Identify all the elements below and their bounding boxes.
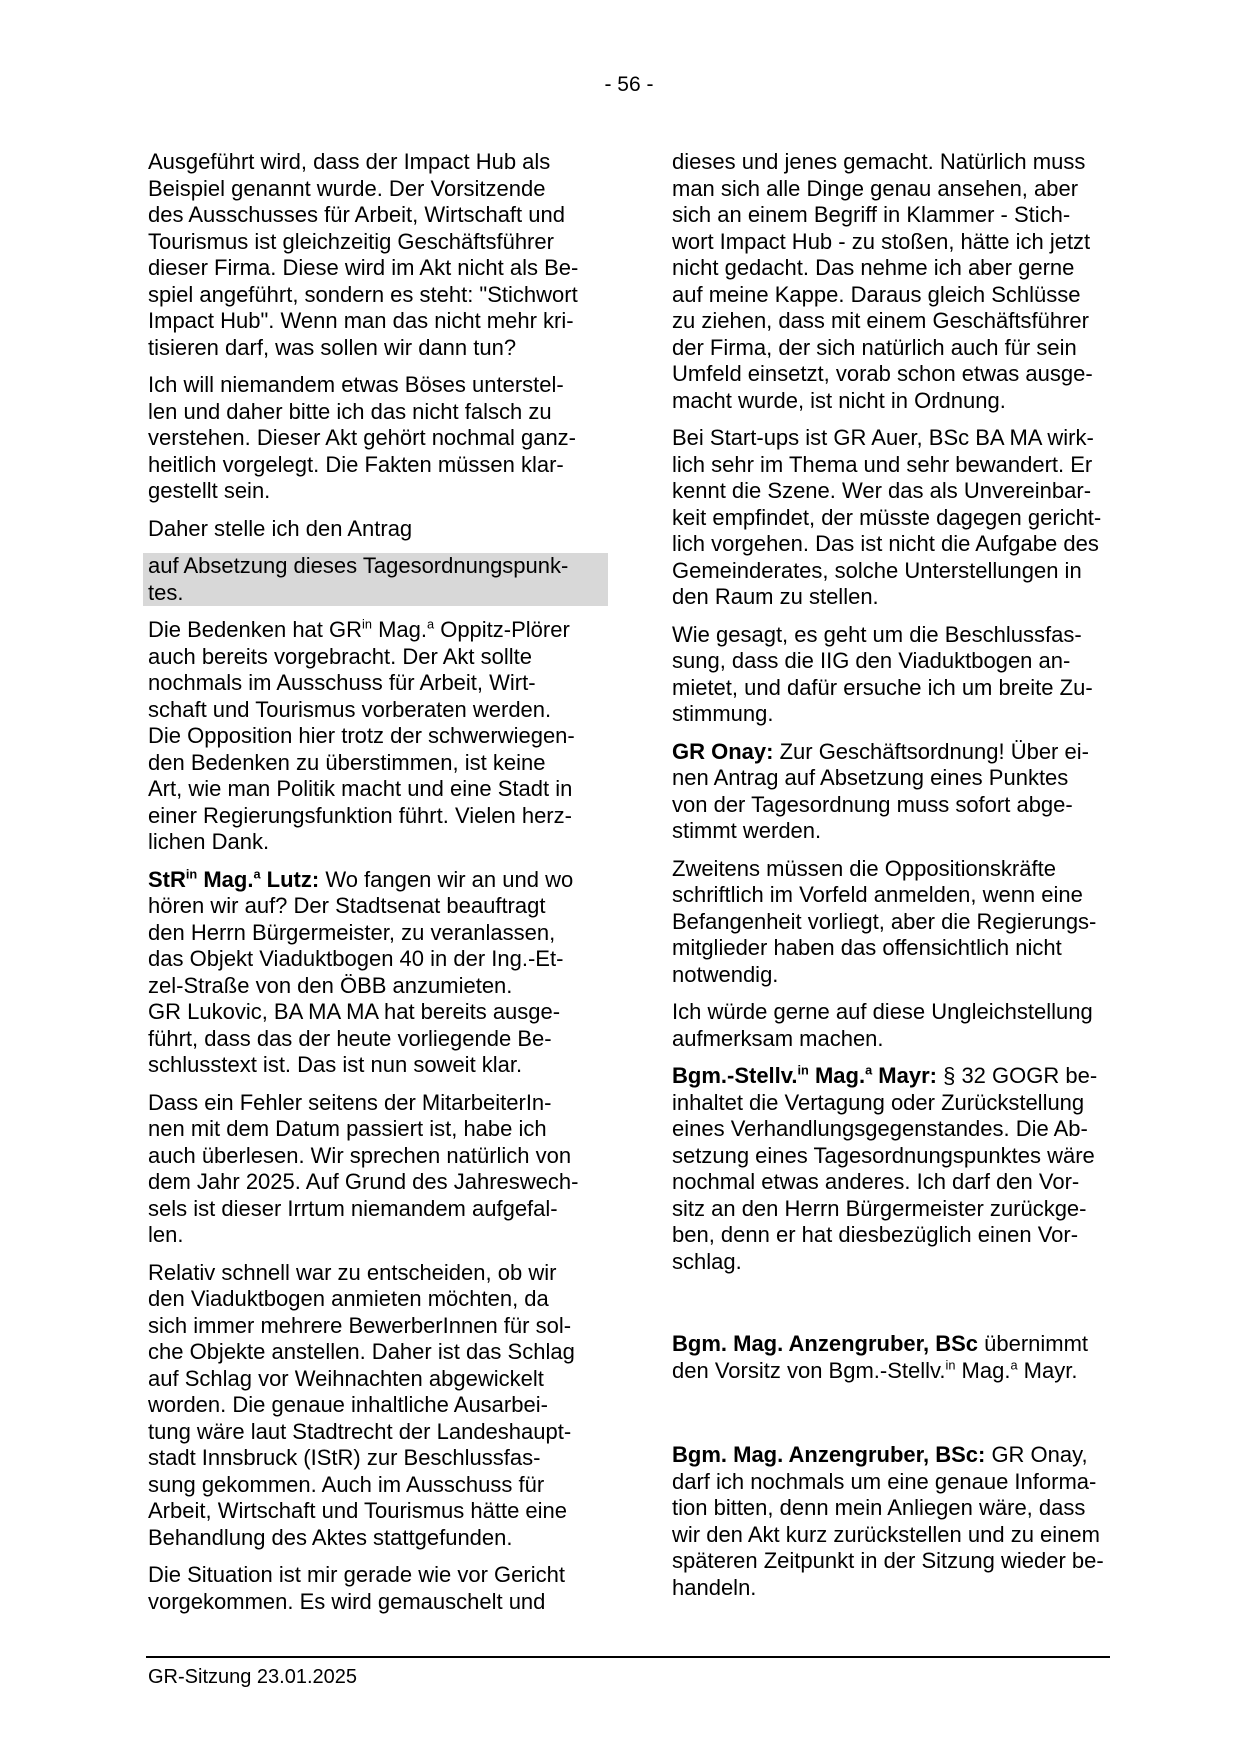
text-line bbox=[672, 909, 1112, 936]
text-run: schriftlich im Vorfeld anmelden, wenn eine bbox=[672, 882, 1083, 907]
text-line bbox=[672, 452, 1112, 479]
text-run: GR Onay, bbox=[985, 1442, 1088, 1467]
text-run: stimmt werden. bbox=[672, 818, 822, 843]
text-run: GR Lukovic, BA MA MA hat bereits ausge- bbox=[148, 999, 561, 1024]
text-line bbox=[672, 1063, 1112, 1090]
text-line bbox=[672, 739, 1112, 766]
text-line bbox=[148, 644, 585, 671]
text-run: stadt Innsbruck (IStR) zur Beschlussfas- bbox=[148, 1445, 541, 1470]
text-run: Gemeinderates, solche Unterstellungen in bbox=[672, 557, 1082, 583]
text-line bbox=[148, 1419, 585, 1446]
paragraph bbox=[672, 999, 1112, 1052]
text-run: Art, wie man Politik macht und eine Stadt in bbox=[148, 776, 573, 801]
text-line bbox=[148, 372, 585, 399]
text-line bbox=[672, 675, 1112, 702]
text-run: Bgm.-Stellv. bbox=[672, 1063, 798, 1088]
text-line bbox=[672, 1548, 1112, 1575]
text-run: kennt die Szene. Wer das als Unvereinbar- bbox=[672, 478, 1092, 503]
text-run: Tourismus ist gleichzeitig Geschäftsführer bbox=[148, 228, 554, 254]
text-line bbox=[148, 1339, 585, 1366]
text-run: § 32 GOGR be- bbox=[936, 1063, 1098, 1088]
paragraph bbox=[672, 1442, 1112, 1601]
text-line bbox=[672, 818, 1112, 845]
text-run: Ich würde gerne auf diese Ungleichstellung bbox=[672, 999, 1093, 1024]
text-run: Die Situation ist mir gerade wie vor Gericht bbox=[148, 1562, 565, 1587]
text-run: lich vorgehen. Das ist nicht die Aufgabe des bbox=[672, 531, 1099, 556]
paragraph bbox=[148, 617, 585, 856]
text-run: a bbox=[427, 616, 435, 632]
text-run: heitlich vorgelegt. Die Fakten müssen klar- bbox=[148, 451, 564, 477]
text-line bbox=[148, 946, 585, 973]
text-run: den Herrn Bürgermeister, zu veranlassen, bbox=[148, 919, 556, 945]
text-line bbox=[148, 829, 585, 856]
paragraph bbox=[148, 516, 585, 543]
text-run: setzung eines Tagesordnungspunktes wäre bbox=[672, 1142, 1095, 1168]
text-line bbox=[148, 999, 585, 1026]
text-run: späteren Zeitpunkt in der Sitzung wieder be- bbox=[672, 1548, 1104, 1573]
text-line bbox=[148, 920, 585, 947]
text-line bbox=[672, 1196, 1112, 1223]
text-line bbox=[148, 1525, 585, 1552]
text-run: man sich alle Dinge genau ansehen, aber bbox=[672, 175, 1079, 201]
text-run: sitz an den Herrn Bürgermeister zurückge- bbox=[672, 1195, 1087, 1221]
text-run: zu ziehen, dass mit einem Geschäftsführer bbox=[672, 308, 1089, 333]
text-line bbox=[148, 202, 585, 229]
text-run: ben, denn er hat diesbezüglich einen Vor- bbox=[672, 1222, 1079, 1247]
paragraph bbox=[148, 1260, 585, 1552]
text-run: Impact Hub". Wenn man das nicht mehr kri- bbox=[148, 308, 574, 333]
text-run: Beispiel genannt wurde. Der Vorsitzende bbox=[148, 175, 546, 201]
text-run: Wie gesagt, es geht um die Beschlussfas- bbox=[672, 621, 1082, 647]
text-line bbox=[672, 1090, 1112, 1117]
text-run: handeln. bbox=[672, 1574, 757, 1600]
text-run: schlag. bbox=[672, 1248, 742, 1274]
text-line bbox=[148, 308, 585, 335]
text-run: den Raum zu stellen. bbox=[672, 584, 879, 609]
text-run: Lutz: bbox=[260, 866, 320, 892]
text-line bbox=[672, 1222, 1112, 1249]
text-line bbox=[148, 1313, 585, 1340]
text-line bbox=[148, 282, 585, 309]
text-line bbox=[148, 723, 585, 750]
text-run: übernimmt bbox=[978, 1331, 1089, 1356]
text-line bbox=[672, 149, 1112, 176]
text-line bbox=[672, 335, 1112, 362]
text-run: in bbox=[185, 866, 198, 882]
text-line bbox=[148, 1052, 585, 1079]
text-line bbox=[672, 999, 1112, 1026]
text-line bbox=[672, 202, 1112, 229]
text-line bbox=[672, 478, 1112, 505]
text-run: Mayr: bbox=[872, 1063, 937, 1088]
text-line bbox=[148, 1562, 585, 1589]
text-line bbox=[148, 1196, 585, 1223]
text-run: che Objekte anstellen. Daher ist das Schlag bbox=[148, 1339, 575, 1364]
text-line bbox=[672, 1522, 1112, 1549]
text-run: sich immer mehrere BewerberInnen für sol- bbox=[148, 1312, 572, 1338]
text-run: den Bedenken zu überstimmen, ist keine bbox=[148, 749, 546, 775]
footer-rule bbox=[146, 1656, 1110, 1658]
text-run: tung wäre laut Stadtrecht der Landeshaupt- bbox=[148, 1418, 572, 1444]
text-run: inhaltet die Vertagung oder Zurückstellung bbox=[672, 1089, 1085, 1115]
text-line bbox=[672, 1116, 1112, 1143]
text-line bbox=[148, 1143, 585, 1170]
text-line bbox=[672, 308, 1112, 335]
text-run: einer Regierungsfunktion führt. Vielen herz- bbox=[148, 802, 572, 828]
text-line bbox=[148, 670, 585, 697]
page-number: - 56 - bbox=[604, 73, 654, 96]
text-run: spiel angeführt, sondern es steht: "Stichwort bbox=[148, 281, 578, 307]
text-run: dieses und jenes gemacht. Natürlich muss bbox=[672, 149, 1086, 174]
text-line bbox=[148, 893, 585, 920]
text-run: Mag. bbox=[808, 1063, 866, 1088]
text-line bbox=[672, 701, 1112, 728]
text-run: mitglieder haben das offensichtlich nicht bbox=[672, 935, 1062, 960]
text-line bbox=[148, 478, 585, 505]
text-run: keit empfindet, der müsste dagegen gericht- bbox=[672, 504, 1102, 530]
text-line bbox=[672, 882, 1112, 909]
paragraph bbox=[148, 149, 585, 361]
text-line bbox=[148, 1286, 585, 1313]
text-run: den Viaduktbogen anmieten möchten, da bbox=[148, 1286, 549, 1311]
text-run: vorgekommen. Es wird gemauschelt und bbox=[148, 1588, 546, 1614]
text-run: dieser Firma. Diese wird im Akt nicht als Be- bbox=[148, 255, 579, 280]
text-run: wir den Akt kurz zurückstellen und zu einem bbox=[672, 1521, 1100, 1547]
text-run: gestellt sein. bbox=[148, 478, 271, 503]
text-line bbox=[148, 1169, 585, 1196]
text-run: Die Opposition hier trotz der schwerwiegen- bbox=[148, 723, 575, 748]
text-line bbox=[148, 1090, 585, 1117]
text-line bbox=[672, 1169, 1112, 1196]
text-line bbox=[672, 388, 1112, 415]
text-run: des Ausschusses für Arbeit, Wirtschaft und bbox=[148, 202, 565, 227]
text-run: in bbox=[945, 1357, 956, 1373]
text-run: len und daher bitte ich das nicht falsch zu bbox=[148, 398, 552, 424]
text-line bbox=[672, 765, 1112, 792]
text-run: Wo fangen wir an und wo bbox=[319, 866, 574, 892]
text-run: nicht gedacht. Das nehme ich aber gerne bbox=[672, 255, 1075, 280]
paragraph bbox=[672, 856, 1112, 989]
text-line bbox=[148, 1260, 585, 1287]
text-run: auf meine Kappe. Daraus gleich Schlüsse bbox=[672, 281, 1081, 307]
text-run: nochmals im Ausschuss für Arbeit, Wirt- bbox=[148, 670, 536, 695]
text-run: das Objekt Viaduktbogen 40 in der Ing.-Et- bbox=[148, 946, 564, 971]
text-line bbox=[672, 935, 1112, 962]
text-run: Die Bedenken hat GR bbox=[148, 617, 363, 642]
text-line bbox=[148, 452, 585, 479]
text-run: sung, dass die IIG den Viaduktbogen an- bbox=[672, 648, 1071, 673]
text-run: Mag. bbox=[197, 866, 254, 892]
text-line bbox=[148, 973, 585, 1000]
text-run: worden. Die genaue inhaltliche Ausarbei- bbox=[148, 1392, 548, 1417]
text-run: schlusstext ist. Das ist nun soweit klar. bbox=[148, 1052, 523, 1077]
text-run: sich an einem Begriff in Klammer - Stich- bbox=[672, 202, 1071, 227]
paragraph bbox=[672, 1331, 1112, 1384]
text-run: a bbox=[253, 866, 261, 882]
text-run: len. bbox=[148, 1222, 184, 1247]
text-run: sung gekommen. Auch im Ausschuss für bbox=[148, 1471, 545, 1497]
column-left bbox=[148, 149, 585, 1626]
text-run: GR Onay: bbox=[672, 738, 774, 764]
text-line bbox=[672, 1026, 1112, 1053]
text-run: Arbeit, Wirtschaft und Tourismus hätte eine bbox=[148, 1498, 568, 1523]
paragraph bbox=[672, 739, 1112, 845]
text-line bbox=[148, 516, 585, 543]
text-run: auch bereits vorgebracht. Der Akt sollte bbox=[148, 643, 532, 669]
text-line bbox=[148, 176, 585, 203]
text-line bbox=[672, 255, 1112, 282]
text-run: nochmal etwas anderes. Ich darf den Vor- bbox=[672, 1169, 1080, 1194]
text-run: sels ist dieser Irrtum niemandem aufgefal- bbox=[148, 1195, 558, 1221]
text-run: Zweitens müssen die Oppositionskräfte bbox=[672, 855, 1056, 881]
column-right bbox=[672, 149, 1112, 1612]
text-run: tisieren darf, was sollen wir dann tun? bbox=[148, 334, 517, 360]
text-line bbox=[148, 399, 585, 426]
text-run: in bbox=[362, 616, 372, 632]
text-run: in bbox=[797, 1062, 809, 1078]
paragraph bbox=[672, 149, 1112, 414]
text-run: Mag. bbox=[371, 617, 427, 642]
text-line bbox=[148, 1445, 585, 1472]
footer-text: GR-Sitzung 23.01.2025 bbox=[148, 1666, 358, 1688]
text-line bbox=[672, 1249, 1112, 1276]
text-run: wort Impact Hub - zu stoßen, hätte ich jetzt bbox=[672, 228, 1091, 254]
text-run: verstehen. Dieser Akt gehört nochmal ganz- bbox=[148, 425, 577, 450]
text-line bbox=[672, 361, 1112, 388]
text-run: Mag. bbox=[955, 1357, 1011, 1383]
text-line bbox=[672, 176, 1112, 203]
text-line bbox=[672, 962, 1112, 989]
text-run: Dass ein Fehler seitens der MitarbeiterIn- bbox=[148, 1089, 552, 1115]
text-run: auch überlesen. Wir sprechen natürlich von bbox=[148, 1142, 572, 1168]
text-run: schaft und Tourismus vorberaten werden. bbox=[148, 696, 552, 722]
text-line bbox=[672, 282, 1112, 309]
text-run: eines Verhandlungsgegenstandes. Die Ab- bbox=[672, 1116, 1088, 1141]
text-run: a bbox=[865, 1062, 873, 1078]
paragraph bbox=[672, 622, 1112, 728]
text-line bbox=[672, 229, 1112, 256]
text-line bbox=[672, 622, 1112, 649]
text-line bbox=[148, 1472, 585, 1499]
text-run: nen mit dem Datum passiert ist, habe ich bbox=[148, 1116, 547, 1141]
text-run: Zur Geschäftsordnung! Über ei- bbox=[773, 738, 1089, 764]
text-line bbox=[148, 335, 585, 362]
text-line bbox=[672, 1442, 1112, 1469]
text-line bbox=[148, 1392, 585, 1419]
text-line bbox=[148, 1026, 585, 1053]
paragraph bbox=[672, 1063, 1112, 1275]
text-line bbox=[148, 229, 585, 256]
text-line bbox=[672, 505, 1112, 532]
text-line bbox=[672, 1495, 1112, 1522]
text-run: lich sehr im Thema und sehr bewandert. Er bbox=[672, 451, 1093, 477]
text-line bbox=[672, 425, 1112, 452]
text-line bbox=[672, 856, 1112, 883]
text-run: dem Jahr 2025. Auf Grund des Jahreswech- bbox=[148, 1169, 579, 1194]
text-run: auf Schlag vor Weihnachten abgewickelt bbox=[148, 1365, 544, 1391]
paragraph bbox=[148, 867, 585, 1079]
text-run: Daher stelle ich den Antrag bbox=[148, 515, 413, 541]
text-line bbox=[148, 803, 585, 830]
text-line bbox=[672, 648, 1112, 675]
text-line bbox=[148, 1366, 585, 1393]
text-run: der Firma, der sich natürlich auch für sein bbox=[672, 334, 1077, 360]
text-line bbox=[672, 1575, 1112, 1602]
text-line bbox=[148, 1589, 585, 1616]
text-line bbox=[148, 553, 608, 580]
text-run: Bgm. Mag. Anzengruber, BSc: bbox=[672, 1442, 986, 1467]
text-line bbox=[148, 149, 585, 176]
text-line bbox=[148, 617, 585, 644]
text-run: zel-Straße von den ÖBB anzumieten. bbox=[148, 972, 513, 998]
paragraph bbox=[672, 425, 1112, 611]
text-run: tion bitten, denn mein Anliegen wäre, dass bbox=[672, 1495, 1086, 1520]
text-run: mietet, und dafür ersuche ich um breite Zu- bbox=[672, 674, 1093, 700]
text-line bbox=[148, 697, 585, 724]
text-run: hören wir auf? Der Stadtsenat beauftragt bbox=[148, 893, 546, 918]
text-line bbox=[148, 1222, 585, 1249]
paragraph bbox=[148, 372, 585, 505]
text-run: Behandlung des Aktes stattgefunden. bbox=[148, 1524, 513, 1550]
text-run: macht wurde, ist nicht in Ordnung. bbox=[672, 387, 1006, 413]
highlighted-paragraph bbox=[143, 553, 608, 606]
text-line bbox=[672, 792, 1112, 819]
text-run: führt, dass das der heute vorliegende Be- bbox=[148, 1025, 552, 1051]
text-run: den Vorsitz von Bgm.-Stellv. bbox=[672, 1357, 946, 1383]
text-run: Bei Start-ups ist GR Auer, BSc BA MA wirk- bbox=[672, 425, 1094, 450]
text-line bbox=[148, 867, 585, 894]
text-line bbox=[672, 1358, 1112, 1385]
text-run: a bbox=[1010, 1357, 1018, 1373]
text-run: lichen Dank. bbox=[148, 829, 270, 854]
text-line bbox=[148, 776, 585, 803]
text-run: Ausgeführt wird, dass der Impact Hub als bbox=[148, 149, 551, 174]
text-line bbox=[672, 1469, 1112, 1496]
paragraph bbox=[148, 1562, 585, 1615]
text-run: aufmerksam machen. bbox=[672, 1025, 884, 1051]
text-line bbox=[672, 584, 1112, 611]
text-run: Befangenheit vorliegt, aber die Regierungs- bbox=[672, 908, 1097, 934]
text-line bbox=[672, 1331, 1112, 1358]
text-line bbox=[672, 1143, 1112, 1170]
text-run: Umfeld einsetzt, vorab schon etwas ausge- bbox=[672, 361, 1093, 386]
text-line bbox=[148, 580, 608, 607]
text-run: Mayr. bbox=[1017, 1357, 1078, 1383]
text-run: StR bbox=[148, 866, 186, 892]
paragraph bbox=[148, 1090, 585, 1249]
text-line bbox=[672, 531, 1112, 558]
text-run: Relativ schnell war zu entscheiden, ob wir bbox=[148, 1259, 557, 1285]
text-line bbox=[672, 558, 1112, 585]
text-run: tes. bbox=[148, 579, 184, 605]
text-line bbox=[148, 750, 585, 777]
text-line bbox=[148, 1116, 585, 1143]
text-run: Ich will niemandem etwas Böses unterstel- bbox=[148, 372, 564, 397]
text-run: auf Absetzung dieses Tagesordnungspunk- bbox=[148, 553, 569, 578]
text-run: Bgm. Mag. Anzengruber, BSc bbox=[672, 1331, 979, 1356]
text-run: notwendig. bbox=[672, 961, 779, 987]
text-line bbox=[148, 255, 585, 282]
text-run: Oppitz-Plörer bbox=[434, 617, 570, 642]
text-line bbox=[148, 1498, 585, 1525]
text-run: von der Tagesordnung muss sofort abge- bbox=[672, 791, 1073, 817]
text-run: stimmung. bbox=[672, 701, 774, 726]
text-run: nen Antrag auf Absetzung eines Punktes bbox=[672, 765, 1069, 790]
text-run: darf ich nochmals um eine genaue Informa- bbox=[672, 1468, 1097, 1494]
text-line bbox=[148, 425, 585, 452]
